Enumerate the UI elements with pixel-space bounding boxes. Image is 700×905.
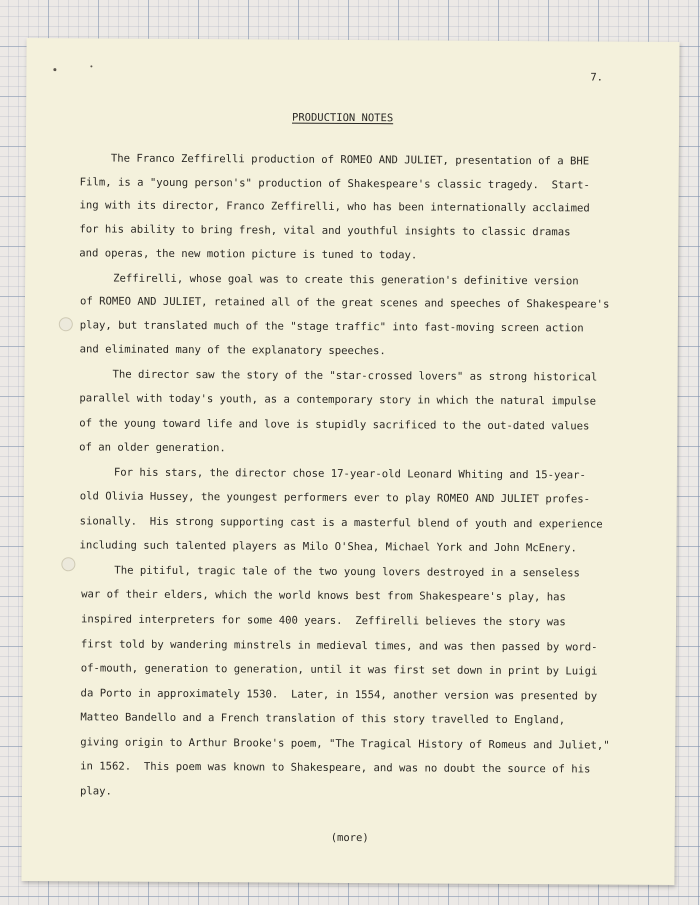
- text-line: ing with its director, Franco Zeffirelli, who has been internationally acclaimed: [79, 199, 590, 215]
- text-line: The pitiful, tragic tale of the two young lovers destroyed in a senseless: [114, 564, 580, 580]
- text-line: play.: [79, 785, 112, 798]
- text-line: The director saw the story of the "star-crossed lovers" as strong historical: [112, 368, 598, 384]
- text-line: of an older generation.: [79, 441, 226, 455]
- text-line: The Franco Zeffirelli production of ROMEO AND JULIET, presentation of a BHE: [110, 152, 590, 168]
- text-line: da Porto in approximately 1530. Later, in 1554, another version was presented by: [80, 687, 598, 703]
- text-line: For his stars, the director chose 17-year-old Leonard Whiting and 15-year-: [113, 466, 586, 482]
- text-line: war of their elders, which the world knows best from Shakespeare's play, has: [81, 588, 566, 604]
- text-line: and eliminated many of the explanatory speeches.: [79, 343, 386, 358]
- text-line: for his ability to bring fresh, vital and youthful insights to classic dramas: [79, 223, 571, 239]
- document-page: [21, 38, 679, 885]
- text-line: including such talented players as Milo O'Shea, Michael York and John McEnery.: [79, 539, 577, 555]
- punch-hole-mark: [61, 557, 75, 571]
- text-line: of-mouth, generation to generation, until it was first set down in print by Luigi: [80, 662, 598, 678]
- text-line: in 1562. This poem was known to Shakespeare, and was no doubt the source of his: [80, 760, 591, 776]
- paper-speck: [90, 65, 92, 67]
- text-line: of the young toward life and love is stupidly sacrificed to the out-dated values: [79, 417, 590, 433]
- text-line: first told by wandering minstrels in medieval times, and was then passed by word-: [80, 638, 598, 654]
- document-title: PRODUCTION NOTES: [291, 111, 394, 125]
- text-line: and operas, the new motion picture is tuned to today.: [79, 247, 418, 262]
- text-line: sionally. His strong supporting cast is a masterful blend of youth and experience: [79, 515, 603, 531]
- text-line: Zeffirelli, whose goal was to create this generation's definitive version: [113, 272, 579, 288]
- punch-hole-mark: [59, 317, 73, 331]
- text-line: Film, is a "young person's" production of Shakespeare's classic tragedy. Start-: [79, 176, 590, 192]
- text-line: play, but translated much of the "stage traffic" into fast-moving screen action: [79, 319, 584, 335]
- text-line: inspired interpreters for some 400 years. Zeffirelli believes the story was: [80, 613, 566, 629]
- text-line: parallel with today's youth, as a contemporary story in which the natural impulse: [79, 392, 597, 408]
- continued-marker: (more): [330, 831, 369, 845]
- text-line: of ROMEO AND JULIET, retained all of the great scenes and speeches of Shakespeare's: [79, 295, 610, 311]
- text-line: Matteo Bandello and a French translation of this story travelled to England,: [80, 711, 566, 727]
- paper-speck: [53, 68, 56, 71]
- page-number: 7.: [590, 71, 604, 84]
- text-line: giving origin to Arthur Brooke's poem, "The Tragical History of Romeus and Juliet,": [80, 736, 610, 752]
- text-line: old Olivia Hussey, the youngest performers ever to play ROMEO AND JULIET profes-: [79, 490, 591, 506]
